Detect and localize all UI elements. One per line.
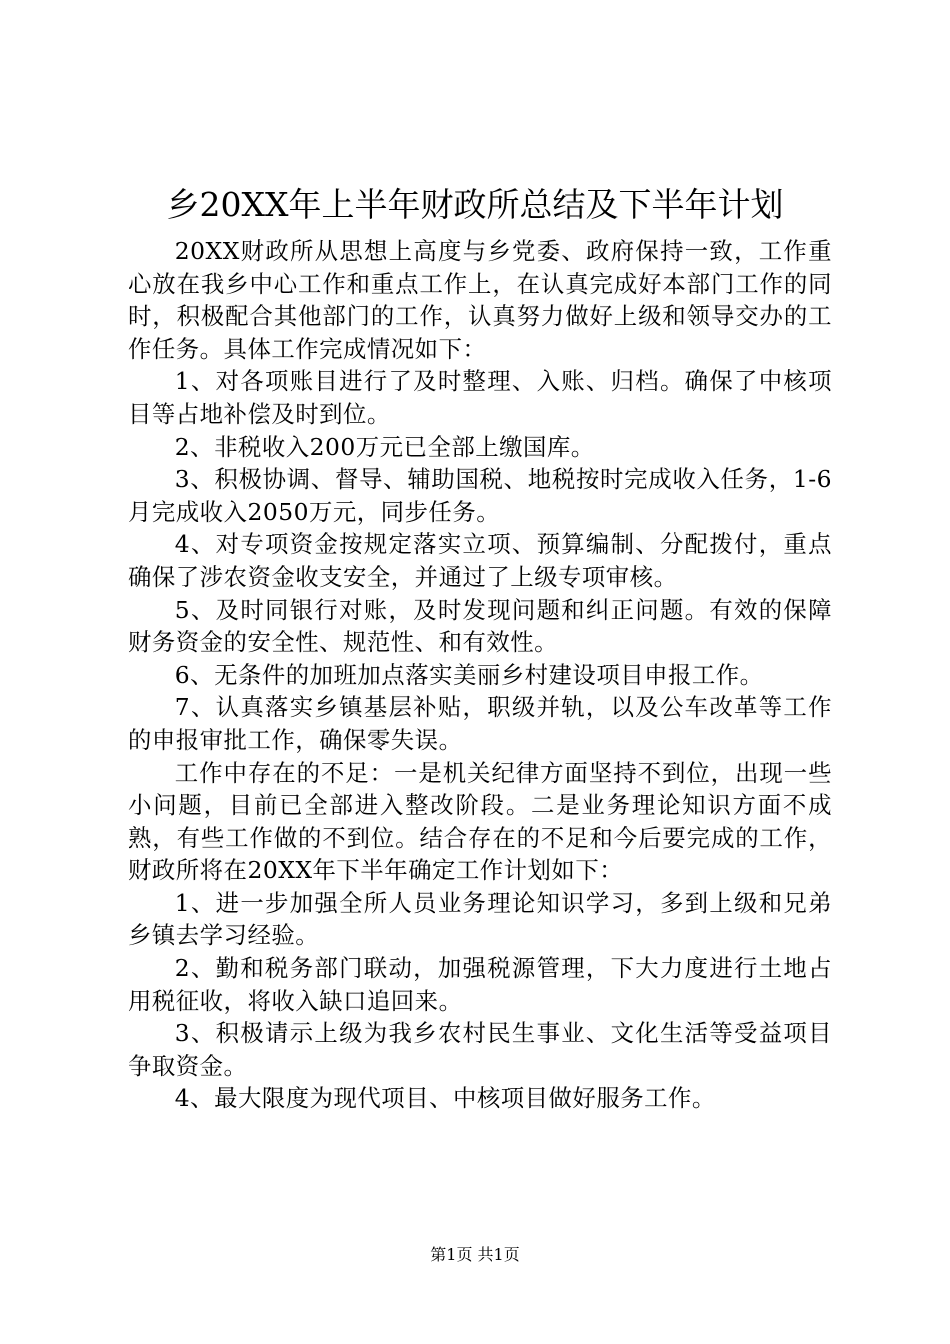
paragraph-item-7: 7、认真落实乡镇基层补贴，职级并轨，以及公车改革等工作的申报审批工作，确保零失误。 <box>128 693 832 754</box>
paragraph-item-5: 5、及时同银行对账，及时发现问题和纠正问题。有效的保障财务资金的安全性、规范性、和有效性。 <box>128 595 832 657</box>
page-footer: 第1页 共1页 <box>430 1245 520 1264</box>
paragraph-item-2: 2、非税收入200万元已全部上缴国库。 <box>174 432 595 461</box>
paragraph-item-3: 3、积极协调、督导、辅助国税、地税按时完成收入任务，1-6月完成收入2050万元，同步任务。 <box>128 465 832 526</box>
paragraph-item-6: 6、无条件的加班加点落实美丽乡村建设项目申报工作。 <box>174 660 764 689</box>
paragraph-plan-4: 4、最大限度为现代项目、中核项目做好服务工作。 <box>174 1084 716 1113</box>
document-body <box>128 235 832 1115</box>
paragraph-plan-2: 2、勤和税务部门联动，加强税源管理，下大力度进行土地占用税征收，将收入缺口追回来。 <box>128 954 832 1015</box>
paragraph-intro: 20XX财政所从思想上高度与乡党委、政府保持一致，工作重心放在我乡中心工作和重点工作上，在认真完成好本部门工作的同时，积极配合其他部门的工作，认真努力做好上级和领导交办的工作任务。具体工作完成情况如下： <box>128 237 832 363</box>
paragraph-shortcomings: 工作中存在的不足：一是机关纪律方面坚持不到位，出现一些小问题，目前已全部进入整改阶段。二是业务理论知识方面不成熟，有些工作做的不到位。结合存在的不足和今后要完成的工作，财政所将在20XX年下半年确定工作计划如下： <box>128 758 832 885</box>
paragraph-plan-3: 3、积极请示上级为我乡农村民生事业、文化生活等受益项目争取资金。 <box>128 1019 832 1080</box>
paragraph-item-1: 1、对各项账目进行了及时整理、入账、归档。确保了中核项目等占地补偿及时到位。 <box>128 367 832 428</box>
paragraph-plan-1: 1、进一步加强全所人员业务理论知识学习，多到上级和兄弟乡镇去学习经验。 <box>128 888 832 950</box>
document-title: 乡20XX年上半年财政所总结及下半年计划 <box>166 185 784 224</box>
paragraph-item-4: 4、对专项资金按规定落实立项、预算编制、分配拨付，重点确保了涉农资金收支安全，并通过了上级专项审核。 <box>128 530 832 591</box>
